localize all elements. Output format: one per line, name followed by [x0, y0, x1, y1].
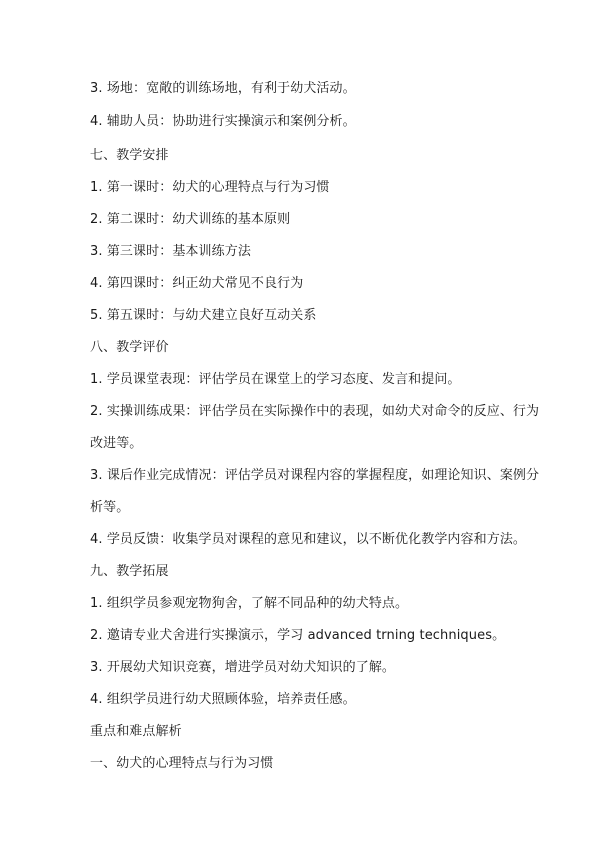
list-item-homework: 3. 课后作业完成情况：评估学员对课程内容的掌握程度，如理论知识、案例分 — [90, 468, 540, 483]
list-item-kennel-visit: 1. 组织学员参观宠物狗舍，了解不同品种的幼犬特点。 — [90, 596, 409, 611]
list-item-assistants: 4. 辅助人员：协助进行实操演示和案例分析。 — [90, 114, 356, 129]
list-item-practice-results: 2. 实操训练成果：评估学员在实际操作中的表现，如幼犬对命令的反应、行为 — [90, 404, 540, 419]
list-item-homework-cont: 析等。 — [90, 500, 130, 515]
list-item-lesson-3: 3. 第三课时：基本训练方法 — [90, 244, 251, 259]
list-item-practice-results-cont: 改进等。 — [90, 436, 143, 451]
list-item-contest: 3. 开展幼犬知识竞赛，增进学员对幼犬知识的了解。 — [90, 660, 396, 675]
list-item-lesson-2: 2. 第二课时：幼犬训练的基本原则 — [90, 212, 291, 227]
list-item-venue: 3. 场地：宽敞的训练场地，有利于幼犬活动。 — [90, 81, 356, 96]
list-item-class-performance: 1. 学员课堂表现：评估学员在课堂上的学习态度、发言和提问。 — [90, 372, 461, 387]
list-item-care-experience: 4. 组织学员进行幼犬照顾体验，培养责任感。 — [90, 692, 356, 707]
section-heading-teaching-evaluation: 八、教学评价 — [90, 340, 169, 355]
section-heading-teaching-schedule: 七、教学安排 — [90, 148, 169, 163]
list-item-lesson-4: 4. 第四课时：纠正幼犬常见不良行为 — [90, 276, 304, 291]
list-item-feedback: 4. 学员反馈：收集学员对课程的意见和建议，以不断优化教学内容和方法。 — [90, 532, 527, 547]
list-item-demo: 2. 邀请专业犬舍进行实操演示，学习 advanced trning techniques。 — [90, 628, 506, 643]
list-item-lesson-1: 1. 第一课时：幼犬的心理特点与行为习惯 — [90, 180, 330, 195]
section-heading-teaching-extension: 九、教学拓展 — [90, 564, 169, 579]
section-heading-key-points: 重点和难点解析 — [90, 724, 182, 739]
subsection-heading-psychology: 一、幼犬的心理特点与行为习惯 — [90, 756, 274, 771]
list-item-lesson-5: 5. 第五课时：与幼犬建立良好互动关系 — [90, 308, 317, 323]
